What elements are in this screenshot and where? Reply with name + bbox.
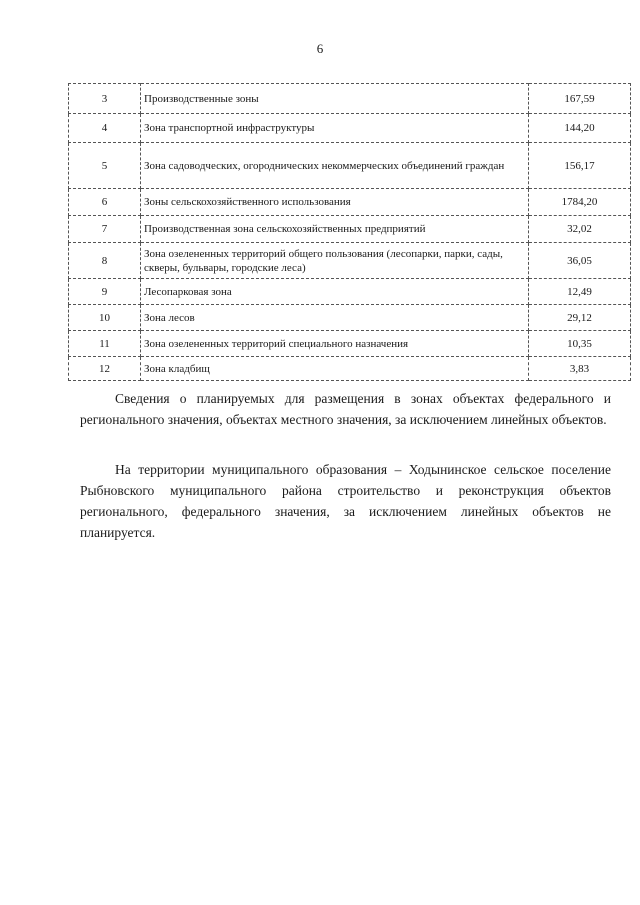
table-row <box>69 243 631 279</box>
zone-area: 36,05 <box>529 243 631 279</box>
zone-area: 12,49 <box>529 279 631 305</box>
zone-area: 29,12 <box>529 305 631 331</box>
zone-name: Зона лесов <box>141 305 529 331</box>
planned-objects-heading-paragraph: Сведения о планируемых для размещения в зонах объектах федерального и регионального значения, объектах местного значения, за исключением линейных объектов. <box>80 391 611 427</box>
table-row <box>69 279 631 305</box>
row-number: 5 <box>69 143 141 189</box>
table-row <box>69 216 631 243</box>
zone-area: 1784,20 <box>529 189 631 216</box>
zone-name: Производственные зоны <box>141 84 529 114</box>
zone-area: 156,17 <box>529 143 631 189</box>
table-row <box>69 84 631 114</box>
table-row <box>69 305 631 331</box>
table-row <box>69 357 631 381</box>
row-number: 7 <box>69 216 141 243</box>
zone-area: 3,83 <box>529 357 631 381</box>
table-row <box>69 331 631 357</box>
row-number: 12 <box>69 357 141 381</box>
page-number: 6 <box>316 41 324 56</box>
row-number: 4 <box>69 114 141 143</box>
zone-area: 144,20 <box>529 114 631 143</box>
table-row <box>69 114 631 143</box>
zone-name: Зона озелененных территорий общего пользования (лесопарки, парки, сады, скверы, бульвары, городские леса) <box>141 243 529 279</box>
zone-name: Производственная зона сельскохозяйственных предприятий <box>141 216 529 243</box>
zone-area: 10,35 <box>529 331 631 357</box>
row-number: 10 <box>69 305 141 331</box>
row-number: 9 <box>69 279 141 305</box>
row-number: 3 <box>69 84 141 114</box>
zone-name: Зона транспортной инфраструктуры <box>141 114 529 143</box>
zone-name: Зона садоводческих, огороднических некоммерческих объединений граждан <box>141 143 529 189</box>
zone-area: 167,59 <box>529 84 631 114</box>
row-number: 11 <box>69 331 141 357</box>
zones-table <box>68 83 631 381</box>
row-number: 8 <box>69 243 141 279</box>
table-row <box>69 143 631 189</box>
zone-name: Зоны сельскохозяйственного использования <box>141 189 529 216</box>
zone-name: Лесопарковая зона <box>141 279 529 305</box>
zone-name: Зона озелененных территорий специального назначения <box>141 331 529 357</box>
table-row <box>69 189 631 216</box>
planned-objects-paragraph: На территории муниципального образования – Ходынинское сельское поселение Рыбновского муниципального района строительство и реконструкция объектов регионального, федерального значения, за исключением линейных объектов не планируется. <box>80 462 611 540</box>
zone-name: Зона кладбищ <box>141 357 529 381</box>
zone-area: 32,02 <box>529 216 631 243</box>
row-number: 6 <box>69 189 141 216</box>
